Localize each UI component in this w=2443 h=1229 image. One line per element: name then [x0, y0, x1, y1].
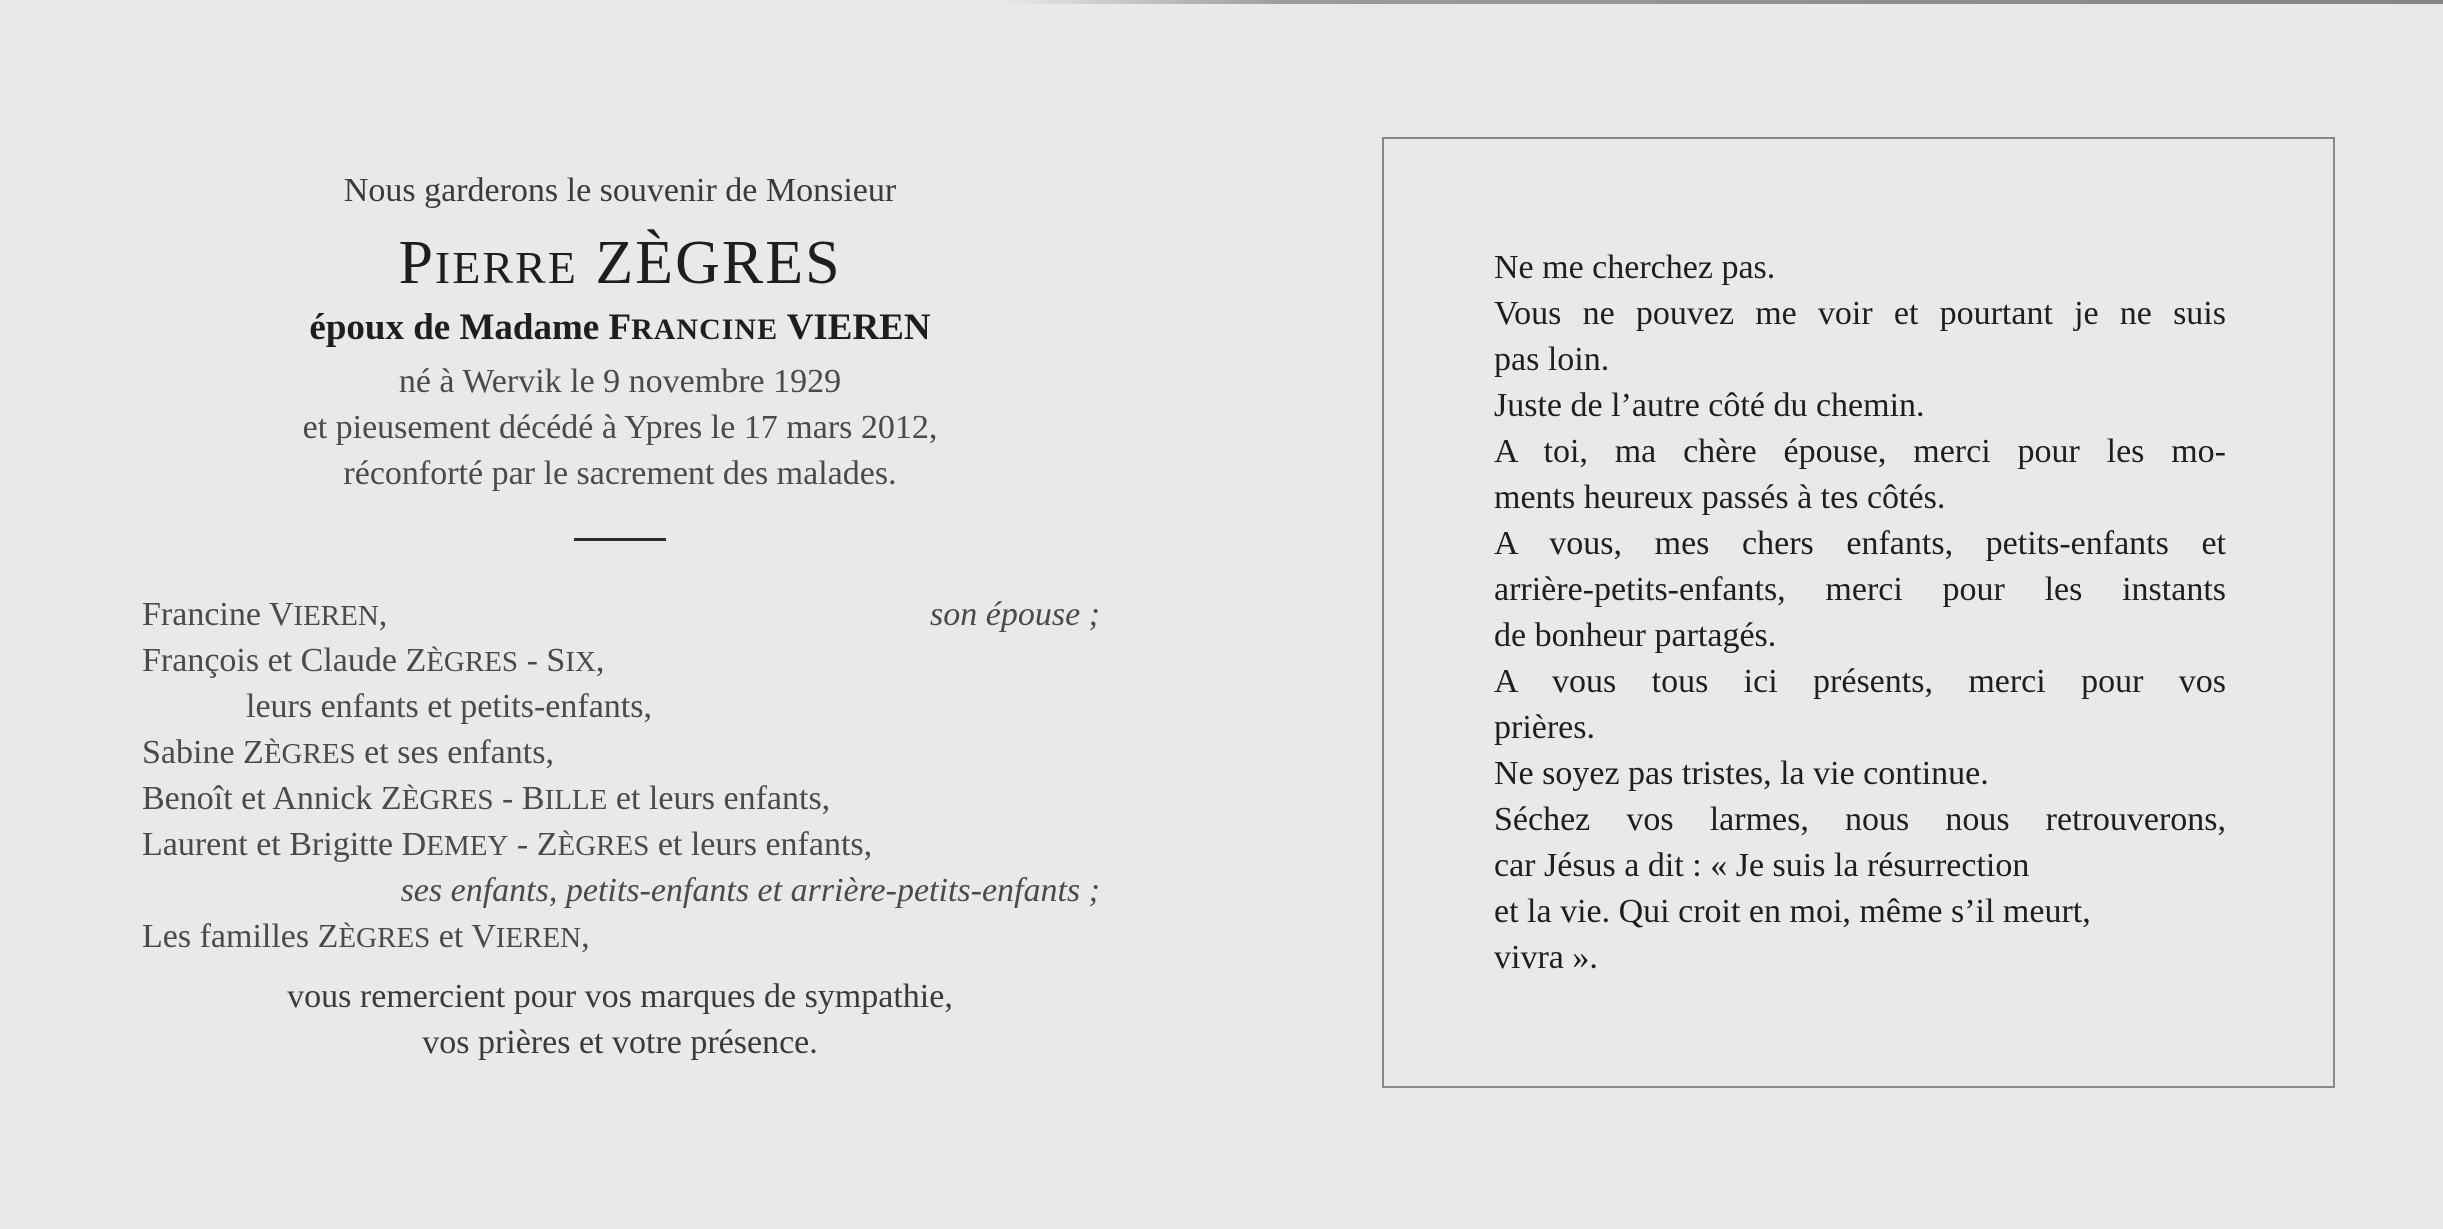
family-line-2-surname-a-initial: Z — [405, 642, 427, 679]
family-line-1-surname-initial: V — [268, 596, 294, 633]
first-name-initial: P — [398, 229, 435, 297]
family-line-2-surname-b-rest: IX — [565, 646, 596, 678]
poem-line: A toi, ma chère épouse, merci pour les mo- — [1494, 433, 2226, 470]
family-line-2 — [142, 642, 604, 680]
spouse-first-rest: RANCINE — [631, 313, 779, 346]
family-line-5 — [142, 780, 830, 818]
family-line-2-surname-a-rest: ÈGRES — [426, 646, 519, 678]
death-line: et pieusement décédé à Ypres le 17 mars 2012, — [302, 409, 938, 446]
family-line-2-prefix: François et Claude — [142, 642, 397, 679]
family-line-5-surname-a-initial: Z — [380, 780, 402, 817]
family-line-3: leurs enfants et petits-enfants, — [246, 688, 652, 725]
family-line-8-surname-a-initial: Z — [317, 918, 339, 955]
thanks-line-1: vous remercient pour vos marques de sympathie, — [287, 978, 953, 1015]
poem-line: ments heureux passés à tes côtés. — [1494, 479, 1946, 516]
family-line-5-surname-a-rest: ÈGRES — [401, 784, 494, 816]
poem-line: Juste de l’autre côté du chemin. — [1494, 387, 1925, 424]
family-line-4-surname-rest: ÈGRES — [263, 738, 356, 770]
poem-line: car Jésus a dit : « Je suis la résurrection — [1494, 847, 2030, 884]
spouse-first-initial: F — [608, 307, 632, 348]
family-line-4 — [142, 734, 554, 772]
poem-line: Ne soyez pas tristes, la vie continue. — [1494, 755, 1989, 792]
poem-line: Ne me cherchez pas. — [1494, 249, 1776, 286]
poem-line: et la vie. Qui croit en moi, même s’il meurt, — [1494, 893, 2091, 930]
poem-line: pas loin. — [1494, 341, 1610, 378]
birth-line: né à Wervik le 9 novembre 1929 — [398, 363, 842, 400]
family-line-6 — [142, 826, 872, 864]
poem-line: arrière-petits-enfants, merci pour les instants — [1494, 571, 2226, 608]
family-line-5-dash: - — [493, 780, 522, 817]
poem-line: prières. — [1494, 709, 1596, 746]
family-line-6-dash: - — [508, 826, 537, 863]
family-line-6-surname-b-rest: ÈGRES — [557, 830, 650, 862]
family-line-6-surname-b-initial: Z — [536, 826, 558, 863]
spouse-prefix: époux de Madame — [309, 307, 600, 348]
family-line-8-surname-a-rest: ÈGRES — [338, 922, 431, 954]
poem-line: A vous tous ici présents, merci pour vos — [1494, 663, 2226, 700]
first-name-rest: IERRE — [434, 242, 578, 293]
family-line-4-suffix: et ses enfants, — [355, 734, 554, 771]
spouse-last-name: VIEREN — [786, 307, 931, 348]
family-line-1-role: son épouse ; — [930, 596, 1100, 633]
intro-text: Nous garderons le souvenir de Monsieur — [343, 172, 897, 209]
family-line-6-prefix: Laurent et Brigitte — [142, 826, 394, 863]
family-line-1-name: Francine — [142, 596, 261, 633]
family-line-6-surname-a-rest: EMEY — [426, 830, 509, 862]
family-line-1 — [142, 596, 387, 634]
last-name-initial: ZÈ — [595, 229, 676, 297]
divider-rule — [574, 538, 666, 541]
sacrament-line: réconforté par le sacrement des malades. — [343, 455, 897, 492]
family-line-5-surname-b-initial: B — [521, 780, 545, 817]
thanks-line-2: vos prières et votre présence. — [422, 1024, 818, 1061]
family-line-4-prefix: Sabine — [142, 734, 235, 771]
family-line-1-suffix: , — [378, 596, 388, 633]
spouse-line — [0, 306, 1240, 349]
family-line-2-dash: - — [518, 642, 547, 679]
poem-line: A vous, mes chers enfants, petits-enfants et — [1494, 525, 2226, 562]
deceased-name — [0, 228, 1240, 299]
family-line-6-surname-a-initial: D — [401, 826, 427, 863]
family-line-4-surname-initial: Z — [243, 734, 264, 771]
poem-line: Séchez vos larmes, nous nous retrouverons, — [1494, 801, 2226, 838]
family-line-1-surname-rest: IEREN — [293, 600, 379, 632]
family-line-8-surname-b-initial: V — [471, 918, 496, 955]
family-line-8-suffix: , — [581, 918, 590, 955]
poem-line: vivra ». — [1494, 939, 1598, 976]
family-line-8-prefix: Les familles — [142, 918, 310, 955]
family-line-5-prefix: Benoît et Annick — [142, 780, 373, 817]
family-line-8-mid: et — [430, 918, 464, 955]
family-line-8-surname-b-rest: IEREN — [495, 922, 582, 954]
family-line-6-suffix: et leurs enfants, — [649, 826, 873, 863]
family-line-5-suffix: et leurs enfants, — [607, 780, 831, 817]
family-line-8 — [142, 918, 590, 956]
last-name-rest: GRES — [675, 229, 842, 297]
family-line-2-suffix: , — [595, 642, 605, 679]
family-line-7: ses enfants, petits-enfants et arrière-petits-enfants ; — [400, 872, 1100, 909]
poem-line: de bonheur partagés. — [1494, 617, 1777, 654]
family-line-2-surname-b-initial: S — [546, 642, 566, 679]
poem-line: Vous ne pouvez me voir et pourtant je ne suis — [1494, 295, 2226, 332]
family-line-5-surname-b-rest: ILLE — [544, 784, 608, 816]
